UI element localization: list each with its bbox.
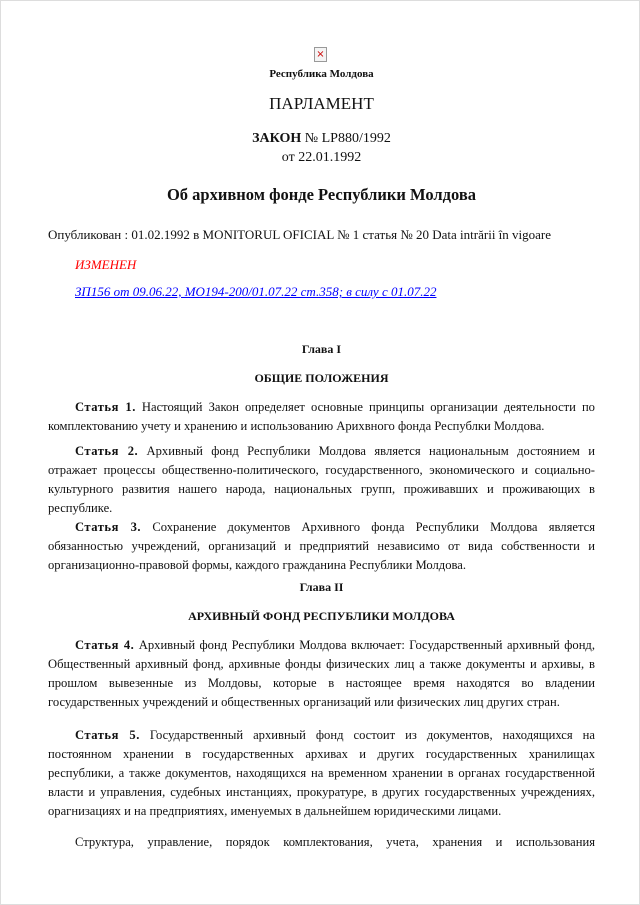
article-4 <box>48 636 595 712</box>
law-info <box>48 129 595 167</box>
law-date: от 22.01.1992 <box>281 150 362 165</box>
article-text: Архивный фонд Республики Молдова является национальным достоянием и отражает процессы общественно-политического, государственного, экономического и социально- культурного развития нашего народа, национальных групп, проживавших и проживающих в республике. <box>48 444 595 515</box>
article-1 <box>48 398 595 436</box>
chapter-title: АРХИВНЫЙ ФОНД РЕСПУБЛИКИ МОЛДОВА <box>188 609 455 623</box>
parliament-heading: ПАРЛАМЕНТ <box>269 94 374 113</box>
modified-label: ИЗМЕНЕН <box>75 257 137 272</box>
article-text: Государственный архивный фонд состоит из документов, находящихся на постоянном хранении в государственных архивах и других государственных хранилищах республики, а также документов, находящихся на временном хранении в органах государственной власти и управления, судебных инстанциях, прокуратуре, в других государственных учреждениях, орагнизациях и на предприятиях, именуемых в дальнейшем юридическими лицами. <box>48 728 595 818</box>
chapter-label: Глава II <box>299 580 344 594</box>
article-text: Настоящий Закон определяет основные принципы организации деятельности по комплектованию учету и хранению и использованию Арихвного фонда Республки Молдова. <box>48 400 595 433</box>
article-text: Структура, управление, порядок комплектования, учета, хранения и использования <box>75 835 595 849</box>
article-label: Статья 5. <box>75 728 140 742</box>
article-label: Статья 4. <box>75 638 135 652</box>
article-text: Архивный фонд Республики Молдова включает: Государственный архивный фонд, Общественный архивный фонд, архивные фонды физических лиц а также документы и архивы, в прошлом вывезенные из Молдовы, которые в настоящее время находятся во владении государственных учреждений и общественных организаций или физических лиц других стран. <box>48 638 595 709</box>
modification-link[interactable]: ЗП156 от 09.06.22, MO194-200/01.07.22 ст.358; в силу с 01.07.22 <box>75 284 437 299</box>
article-label: Статья 1. <box>75 400 136 414</box>
article-3 <box>48 518 595 575</box>
document-title: Об архивном фонде Республики Молдова <box>166 185 477 204</box>
republic-label: Республика Молдова <box>269 68 374 80</box>
article-5-continued <box>48 833 595 852</box>
law-number: № LP880/1992 <box>304 131 391 146</box>
article-2 <box>48 442 595 518</box>
article-label: Статья 3. <box>75 520 142 534</box>
article-5 <box>48 726 595 821</box>
chapter-title: ОБЩИЕ ПОЛОЖЕНИЯ <box>254 371 389 385</box>
law-label: ЗАКОН <box>252 131 302 146</box>
broken-image-icon: × <box>314 47 327 62</box>
chapter-label: Глава I <box>301 342 342 356</box>
article-label: Статья 2. <box>75 444 139 458</box>
publication-info: Опубликован : 01.02.1992 в MONITORUL OFICIAL № 1 статья № 20 Data intrării în vigoare <box>48 227 552 242</box>
article-text: Сохранение документов Архивного фонда Республики Молдова является обязанностью учреждений, организаций и предприятий независимо от вида собственности и организационно-правовой формы, каждого гражданина Республики Молдова. <box>48 520 595 572</box>
